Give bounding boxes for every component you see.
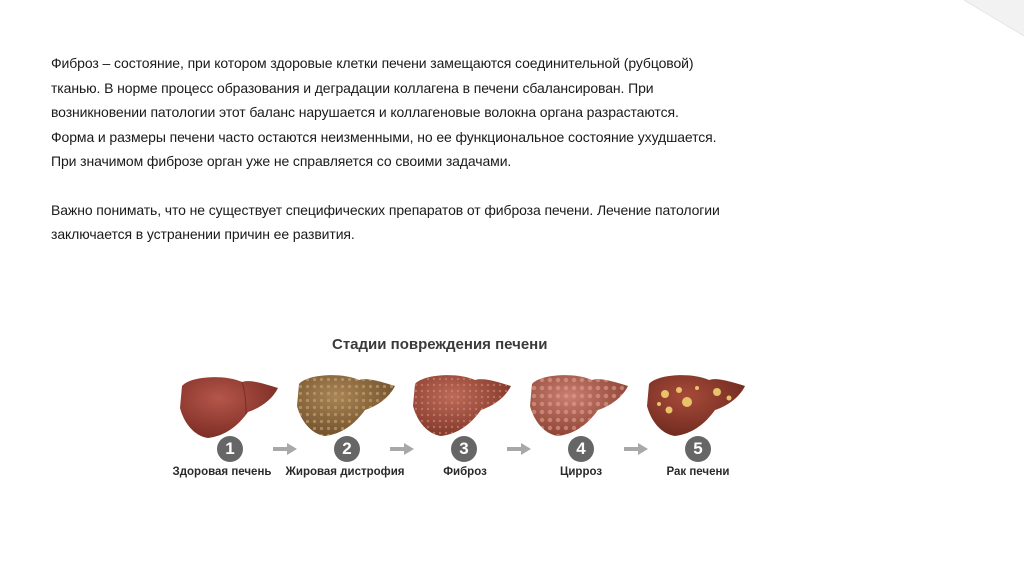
arrow-icon — [273, 443, 297, 455]
corner-decoration — [964, 0, 1024, 36]
stage-label: Рак печени — [666, 466, 730, 478]
article-text — [51, 51, 831, 247]
paragraph-fibrosis-definition — [51, 51, 831, 174]
liver-fibrosis — [413, 375, 511, 436]
stage-number: 3 — [451, 436, 477, 462]
text-line: Форма и размеры печени часто остаются неизменными, но ее функциональное состояние ухудшается. — [51, 128, 717, 145]
text-line: Фиброз – состояние, при котором здоровые клетки печени замещаются соединительной (рубцовой) — [51, 55, 694, 71]
text-line: Важно понимать, что не существует специфических препаратов от фиброза печени. Лечение патологии — [51, 201, 720, 218]
liver-cancer — [647, 375, 745, 436]
stage-label: Цирроз — [559, 466, 603, 478]
stage-number: 1 — [217, 436, 243, 462]
arrow-icon — [507, 443, 531, 455]
figure-title: Стадии повреждения печени — [332, 336, 548, 353]
text-line: При значимом фиброзе орган уже не справляется со своими задачами. — [51, 153, 512, 169]
liver-cirrhosis — [530, 375, 628, 436]
stage-label: Здоровая печень — [172, 466, 272, 478]
liver-fatty — [297, 375, 395, 436]
stage-number: 5 — [685, 436, 711, 462]
arrow-icon — [390, 443, 414, 455]
text-line: тканью. В норме процесс образования и деградации коллагена в печени сбалансирован. При — [51, 79, 654, 96]
text-line: возникновении патологии этот баланс нарушается и коллагеновые волокна органа разрастаются. — [51, 104, 679, 120]
stage-number: 2 — [334, 436, 360, 462]
stage-number: 4 — [568, 436, 594, 462]
stage-label: Жировая дистрофия — [285, 466, 405, 478]
text-line: заключается в устранении причин ее развития. — [51, 226, 355, 242]
paragraph-treatment — [51, 198, 831, 247]
stage-label: Фиброз — [443, 466, 487, 478]
arrow-icon — [624, 443, 648, 455]
liver-healthy — [180, 377, 278, 438]
